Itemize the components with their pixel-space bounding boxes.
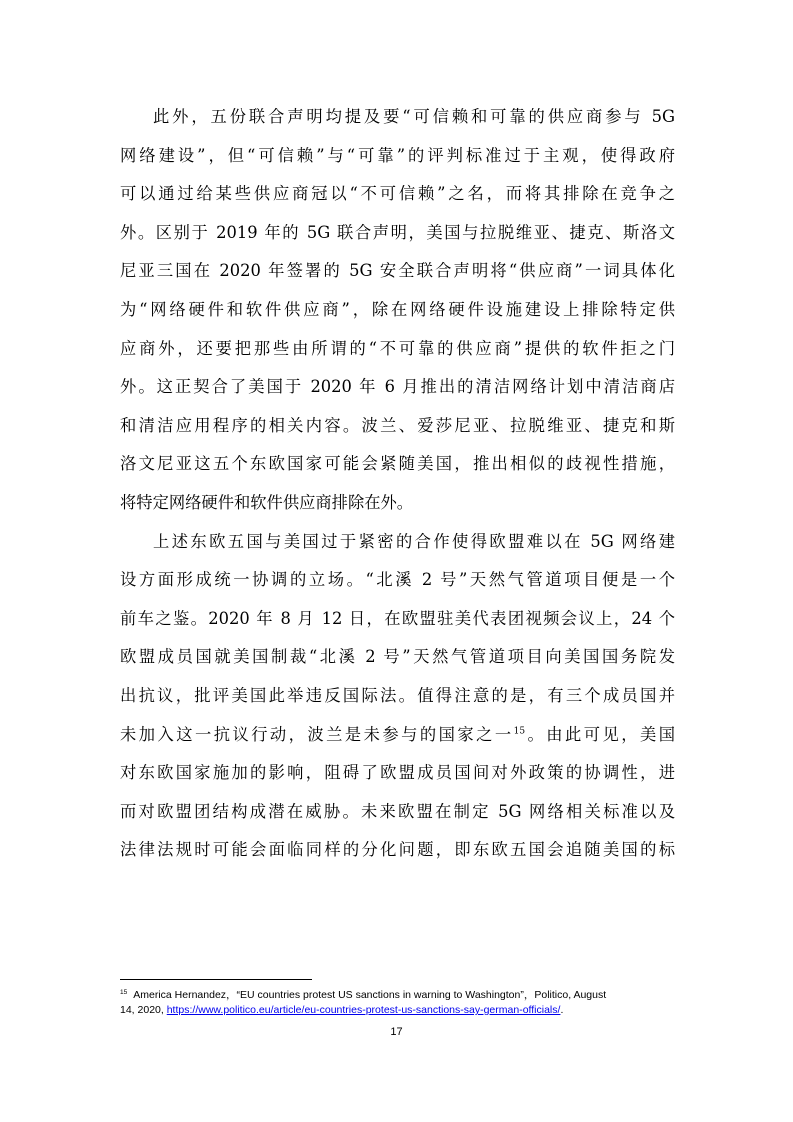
paragraph-1 — [120, 98, 675, 523]
text-line: 而对欧盟团结构成潜在威胁。未来欧盟在制定 5G 网络相关标准以及 — [120, 801, 675, 821]
text-line: 出抗议，批评美国此举违反国际法。值得注意的是，有三个成员国并 — [120, 685, 675, 705]
text-line: 可以通过给某些供应商冠以“不可信赖”之名，而将其排除在竞争之 — [120, 184, 675, 204]
text-line: 尼亚三国在 2020 年签署的 5G 安全联合声明将“供应商”一词具体化 — [120, 261, 675, 281]
text-line: 应商外，还要把那些由所谓的“不可靠的供应商”提供的软件拒之门 — [120, 338, 675, 358]
text-line: 和清洁应用程序的相关内容。波兰、爱莎尼亚、拉脱维亚、捷克和斯 — [120, 415, 675, 435]
footnote-reference[interactable]: 15 — [513, 726, 526, 737]
page-number: 17 — [390, 1026, 403, 1038]
footnote-text-suffix: . — [560, 1004, 564, 1016]
text-line-with-footnote — [120, 716, 675, 755]
text-line: 法律法规时可能会面临同样的分化问题，即东欧五国会追随美国的标 — [120, 840, 675, 860]
text-line: 网络建设”，但“可信赖”与“可靠”的评判标准过于主观，使得政府 — [120, 145, 675, 165]
text-line: 外。区别于 2019 年的 5G 联合声明，美国与拉脱维亚、捷克、斯洛文 — [120, 222, 675, 242]
text-line: 对东欧国家施加的影响，阻碍了欧盟成员国间对外政策的协调性，进 — [120, 763, 675, 783]
text-line: 欧盟成员国就美国制裁“北溪 2 号”天然气管道项目向美国国务院发 — [120, 647, 675, 667]
text-line: 上述东欧五国与美国过于紧密的合作使得欧盟难以在 5G 网络建 — [153, 531, 675, 551]
line-text: 未加入这一抗议行动，波兰是未参与的国家之一 — [120, 724, 514, 744]
text-line: 此外，五份联合声明均提及要“可信赖和可靠的供应商参与 5G — [153, 107, 675, 126]
footnote-line-1 — [120, 988, 680, 1003]
footnote-text: America Hernandez，“EU countries protest US sanctions in warning to Washington”，Politico, August — [133, 989, 607, 1001]
footnote — [120, 988, 680, 1018]
line-text-after-ref: 。由此可见，美国 — [525, 724, 675, 744]
text-line: 外。这正契合了美国于 2020 年 6 月推出的清洁网络计划中清洁商店 — [120, 377, 675, 397]
text-line: 为“网络硬件和软件供应商”，除在网络硬件设施建设上排除特定供 — [120, 299, 675, 319]
paragraph-2 — [120, 523, 675, 870]
text-line: 洛文尼亚这五个东欧国家可能会紧随美国，推出相似的歧视性措施， — [120, 454, 675, 474]
footnote-separator — [120, 979, 312, 980]
body-text — [120, 98, 675, 870]
text-line: 设方面形成统一协调的立场。“北溪 2 号”天然气管道项目便是一个 — [120, 570, 675, 590]
footnote-link[interactable]: https://www.politico.eu/article/eu-countries-protest-us-sanctions-say-german-officials/ — [166, 1004, 561, 1016]
text-line: 前车之鉴。2020 年 8 月 12 日，在欧盟驻美代表团视频会议上，24 个 — [120, 608, 675, 628]
text-line: 将特定网络硬件和软件供应商排除在外。 — [120, 492, 414, 512]
footnote-number: 15 — [120, 988, 128, 996]
footnote-line-2 — [120, 1003, 680, 1018]
footnote-text-prefix: 14, 2020, — [120, 1004, 167, 1016]
